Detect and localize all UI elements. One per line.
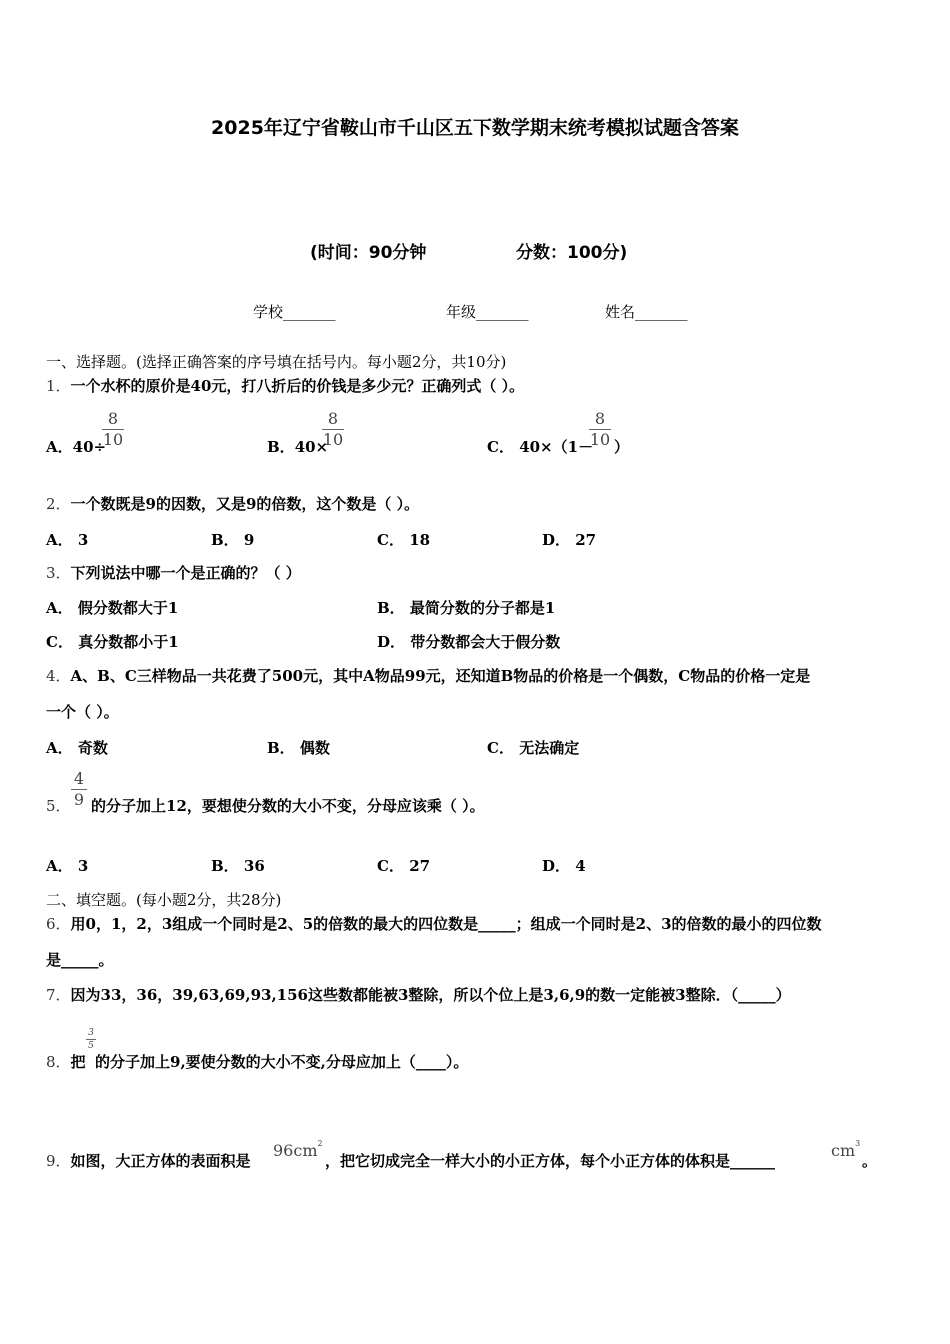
question-2: [46, 494, 419, 514]
option-text: 27: [409, 857, 431, 875]
grade-field: 年级_______: [446, 303, 529, 321]
question-3: [46, 563, 301, 583]
option-label: C．: [377, 531, 404, 549]
q4-option-c: [487, 737, 579, 758]
q5-option-b: [211, 855, 265, 876]
fraction-numerator: 8: [594, 409, 606, 428]
exam-time: (时间：90分钟: [310, 243, 427, 263]
question-6-line1: [46, 914, 822, 934]
question-text: 一个水杯的原价是40元，打八折后的价钱是多少元？正确列式（ ）。: [70, 377, 525, 395]
question-text: 。: [862, 1152, 878, 1170]
option-label: B．: [267, 438, 295, 456]
question-number: 5．: [46, 797, 71, 815]
page-title: 2025年辽宁省鞍山市千山区五下数学期末统考模拟试题含答案: [211, 117, 739, 139]
unit-exponent: 3: [855, 1139, 861, 1148]
question-text: 是_____。: [46, 951, 114, 969]
fraction-numerator: 3: [88, 1028, 94, 1038]
question-8-start: [46, 1052, 86, 1072]
q1-a-fraction: [102, 410, 124, 449]
fraction-numerator: 8: [327, 409, 339, 428]
option-text: 40×（1－: [519, 438, 594, 456]
question-number: 6．: [46, 915, 71, 933]
question-text: 把: [70, 1053, 86, 1071]
option-label: A．: [46, 739, 73, 757]
option-label: B．: [377, 599, 405, 617]
q8-fraction: [86, 1028, 96, 1051]
q4-option-b: [267, 737, 330, 758]
question-7: [46, 985, 791, 1005]
question-1: [46, 376, 524, 396]
question-number: 1．: [46, 377, 71, 395]
fraction-numerator: 4: [73, 769, 85, 788]
q4-option-a: [46, 737, 108, 758]
option-text: 4: [575, 857, 586, 875]
option-text: 3: [77, 531, 89, 549]
option-label: C．: [46, 633, 73, 651]
option-label: B．: [211, 531, 239, 549]
exam-score: 分数：100分): [516, 243, 628, 263]
question-4-line2: [46, 702, 119, 722]
fraction-bar: [86, 1039, 96, 1040]
section1-heading: 一、选择题。(选择正确答案的序号填在括号内。每小题2分，共10分): [46, 353, 507, 371]
option-text: 奇数: [77, 739, 108, 757]
question-text: 的分子加上9,要使分数的大小不变,分母应加上（____）。: [95, 1053, 469, 1071]
option-label: A．: [46, 599, 73, 617]
option-label: C．: [377, 857, 404, 875]
q1-option-b: [267, 436, 328, 457]
option-text: 40×: [294, 438, 329, 456]
option-label: A．: [46, 857, 73, 875]
q9-volume-unit: [831, 1141, 860, 1160]
q3-option-d: [377, 631, 560, 652]
q1-c-close: ）: [614, 438, 630, 456]
unit-text: 96cm: [273, 1141, 318, 1160]
question-8-text: [95, 1052, 468, 1072]
name-field: 姓名_______: [605, 303, 688, 321]
fraction-denominator: 10: [322, 430, 344, 449]
question-text: ，把它切成完全一样大小的小正方体，每个小正方体的体积是______: [325, 1152, 776, 1170]
q2-option-a: [46, 529, 88, 550]
question-number: 4．: [46, 667, 71, 685]
option-text: 最简分数的分子都是1: [409, 599, 556, 617]
question-5-number: [46, 796, 71, 816]
q2-option-d: [542, 529, 596, 550]
question-text: A、B、C三样物品一共花费了500元，其中A物品99元，还知道B物品的价格是一个偶数，C物品的价格一定是: [70, 667, 811, 685]
option-label: A．: [46, 531, 73, 549]
question-text: 的分子加上12，要想使分数的大小不变，分母应该乘（ ）。: [91, 797, 485, 815]
q2-option-c: [377, 529, 430, 550]
unit-text: cm: [831, 1141, 856, 1160]
q3-option-b: [377, 597, 555, 618]
q9-area-unit: [273, 1141, 323, 1160]
option-text: 假分数都大于1: [77, 599, 179, 617]
question-9-end: [862, 1151, 877, 1171]
q1-option-c: [487, 436, 593, 457]
question-number: 7．: [46, 986, 71, 1004]
fraction-numerator: 8: [107, 409, 119, 428]
option-text: 无法确定: [519, 739, 580, 757]
q2-option-b: [211, 529, 254, 550]
option-text: 偶数: [299, 739, 330, 757]
fraction-denominator: 10: [589, 430, 611, 449]
question-4-line1: [46, 666, 810, 686]
q3-option-c: [46, 631, 179, 652]
option-text: 36: [243, 857, 265, 875]
q1-b-fraction: [322, 410, 344, 449]
question-number: 8．: [46, 1053, 71, 1071]
option-label: C．: [487, 739, 514, 757]
question-number: 2．: [46, 495, 71, 513]
unit-exponent: 2: [317, 1139, 323, 1148]
question-text: 用0，1，2，3组成一个同时是2、5的倍数的最大的四位数是_____；组成一个同时是2、3的倍数的最小的四位数: [70, 915, 822, 933]
option-text: 18: [409, 531, 431, 549]
option-label: C．: [487, 438, 514, 456]
q1-option-a: [46, 436, 106, 457]
question-5-text: [91, 796, 485, 816]
school-field: 学校_______: [253, 303, 336, 321]
option-text: 带分数都会大于假分数: [410, 633, 561, 651]
question-number: 3．: [46, 564, 71, 582]
fraction-denominator: 5: [88, 1041, 94, 1051]
question-9-start: [46, 1151, 251, 1171]
question-text: 一个（ ）。: [46, 703, 119, 721]
fraction-denominator: 10: [102, 430, 124, 449]
question-number: 9．: [46, 1152, 71, 1170]
option-text: 40÷: [72, 438, 107, 456]
option-label: A．: [46, 438, 73, 456]
option-label: D．: [377, 633, 406, 651]
question-9-middle: [325, 1151, 775, 1171]
option-text: 27: [575, 531, 597, 549]
fraction-denominator: 9: [73, 790, 85, 809]
q5-option-d: [542, 855, 586, 876]
option-label: D．: [542, 531, 571, 549]
option-label: B．: [267, 739, 295, 757]
question-6-line2: [46, 950, 114, 970]
question-text: 一个数既是9的因数，又是9的倍数，这个数是（ ）。: [70, 495, 420, 513]
section2-heading: 二、填空题。(每小题2分，共28分): [46, 891, 282, 909]
question-text: 如图，大正方体的表面积是: [70, 1152, 251, 1170]
option-label: B．: [211, 857, 239, 875]
question-text: 下列说法中哪一个是正确的？（ ）: [70, 564, 301, 582]
q5-fraction: [71, 770, 87, 809]
option-label: D．: [542, 857, 571, 875]
question-text: 因为33，36，39,63,69,93,156这些数都能被3整除，所以个位上是3,6,9的数一定能被3整除．（_____）: [70, 986, 791, 1004]
q5-option-c: [377, 855, 430, 876]
option-text: 9: [243, 531, 255, 549]
q5-option-a: [46, 855, 88, 876]
option-text: 3: [77, 857, 89, 875]
option-text: 真分数都小于1: [78, 633, 179, 651]
q1-c-fraction: [589, 410, 611, 449]
q3-option-a: [46, 597, 178, 618]
